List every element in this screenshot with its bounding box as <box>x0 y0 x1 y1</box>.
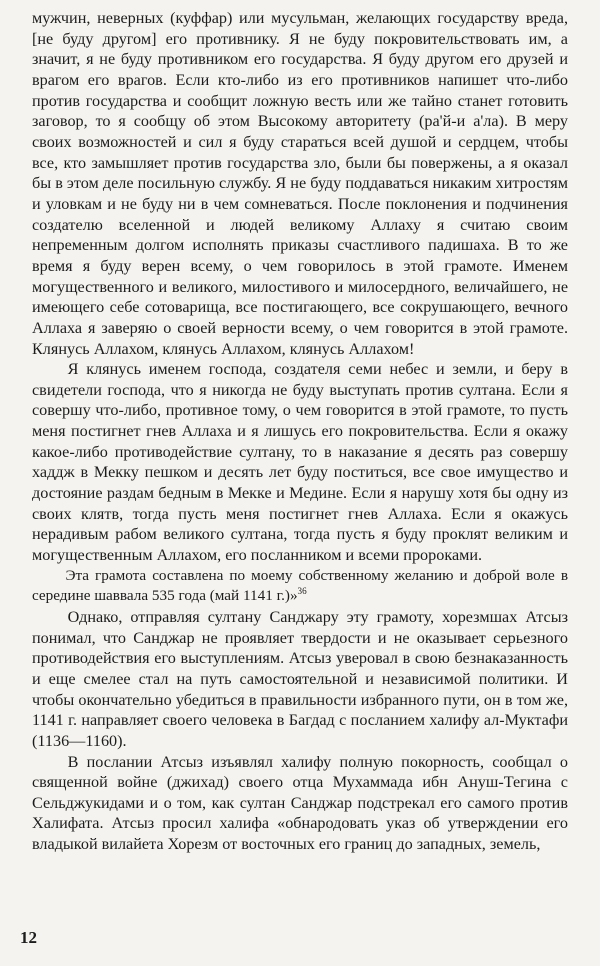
body-text <box>32 8 568 855</box>
paragraph-message-to-caliph: В послании Атсыз изъявлял халифу полную покорность, сообщал о священной войне (джихад) своего отца Мухаммада ибн Ануш-Тегина с Сельджукидами и о том, как султан Санджар подстрекал его самого против Халифата. Атсыз просил халифа «обнародовать указ об утверждении его владыкой вилайета Хорезм от восточных его границ до западных, земель, <box>32 752 568 854</box>
page-number: 12 <box>20 928 37 947</box>
footnote-reference: 36 <box>297 586 307 597</box>
paragraph-atsyz-policy: Однако, отправляя султану Санджару эту грамоту, хорезмшах Атсыз понимал, что Санджар не проявляет твердости и не оказывает серьезного противодействия его выступлениям. Атсыз уверовал в свою безнаказанность и еще смелее стал на путь самостоятельной и независимой политики. И чтобы окончательно убедиться в правильности избранного пути, он в том же, 1141 г. направляет своего человека в Багдад с посланием халифу ал-Муктафи (1136—1160). <box>32 607 568 750</box>
paragraph-second-oath: Я клянусь именем господа, создателя семи небес и земли, и беру в свидетели господа, что я никогда не буду выступать против султана. Если я совершу что-либо, противное тому, о чем говорится в этой грамоте, то пусть меня постигнет гнев Аллаха и я лишусь его покровительства. Если я окажу какое-либо противодействие султану, то в наказание я десять раз совершу хаддж в Мекку пешком и десять лет буду поститься, все свое имущество и достояние раздам бедным в Мекке и Медине. Если я нарушу хотя бы одну из своих клятв, тогда пусть меня постигнет гнев Аллаха. Если я окажусь нерадивым рабом великого султана, тогда пусть я буду проклят великим и могущественным Аллахом, его посланником и всеми пророками. <box>32 360 568 565</box>
paragraph-document-date <box>32 566 568 607</box>
document-date-text: Эта грамота составлена по моему собственному желанию и доброй воле в середине шаввала 535 года (май 1141 г.)» <box>32 566 568 605</box>
paragraph-oath-continuation: мужчин, неверных (куффар) или мусульман, желающих государству вреда, [не буду другом] его противнику. Я не буду покровительствовать им, а значит, я не буду противником его государства. Я буду другом его друзей и врагом его врагов. Если кто-либо из его противников напишет что-либо против государства и сообщит ложную весть или же тайно станет готовить заговор, то я сообщу об этом Высокому авторитету (ра'й-и а'ла). В меру своих возможностей и сил я буду стараться всей душой и сердцем, чтобы все, кто замышляет против государства зло, были бы повержены, а я оказал бы в этом деле посильную службу. Я не буду поддаваться никаким хитростям и уловкам и не буду ни в чем сомневаться. После поклонения и подчинения создателю вселенной и людей великому Аллаху я считаю своим непременным долгом исполнять приказы счастливого падишаха. В то же время я буду верен всему, о чем говорилось в этой грамоте. Именем могущественного и великого, милостивого и милосердного, величайшего, не имеющего себе сотоварища, все постигающего, все сокрушающего, вечного Аллаха я заверяю о своей верности всему, о чем говорится в этой грамоте. Клянусь Аллахом, клянусь Аллахом, клянусь Аллахом! <box>32 9 568 358</box>
